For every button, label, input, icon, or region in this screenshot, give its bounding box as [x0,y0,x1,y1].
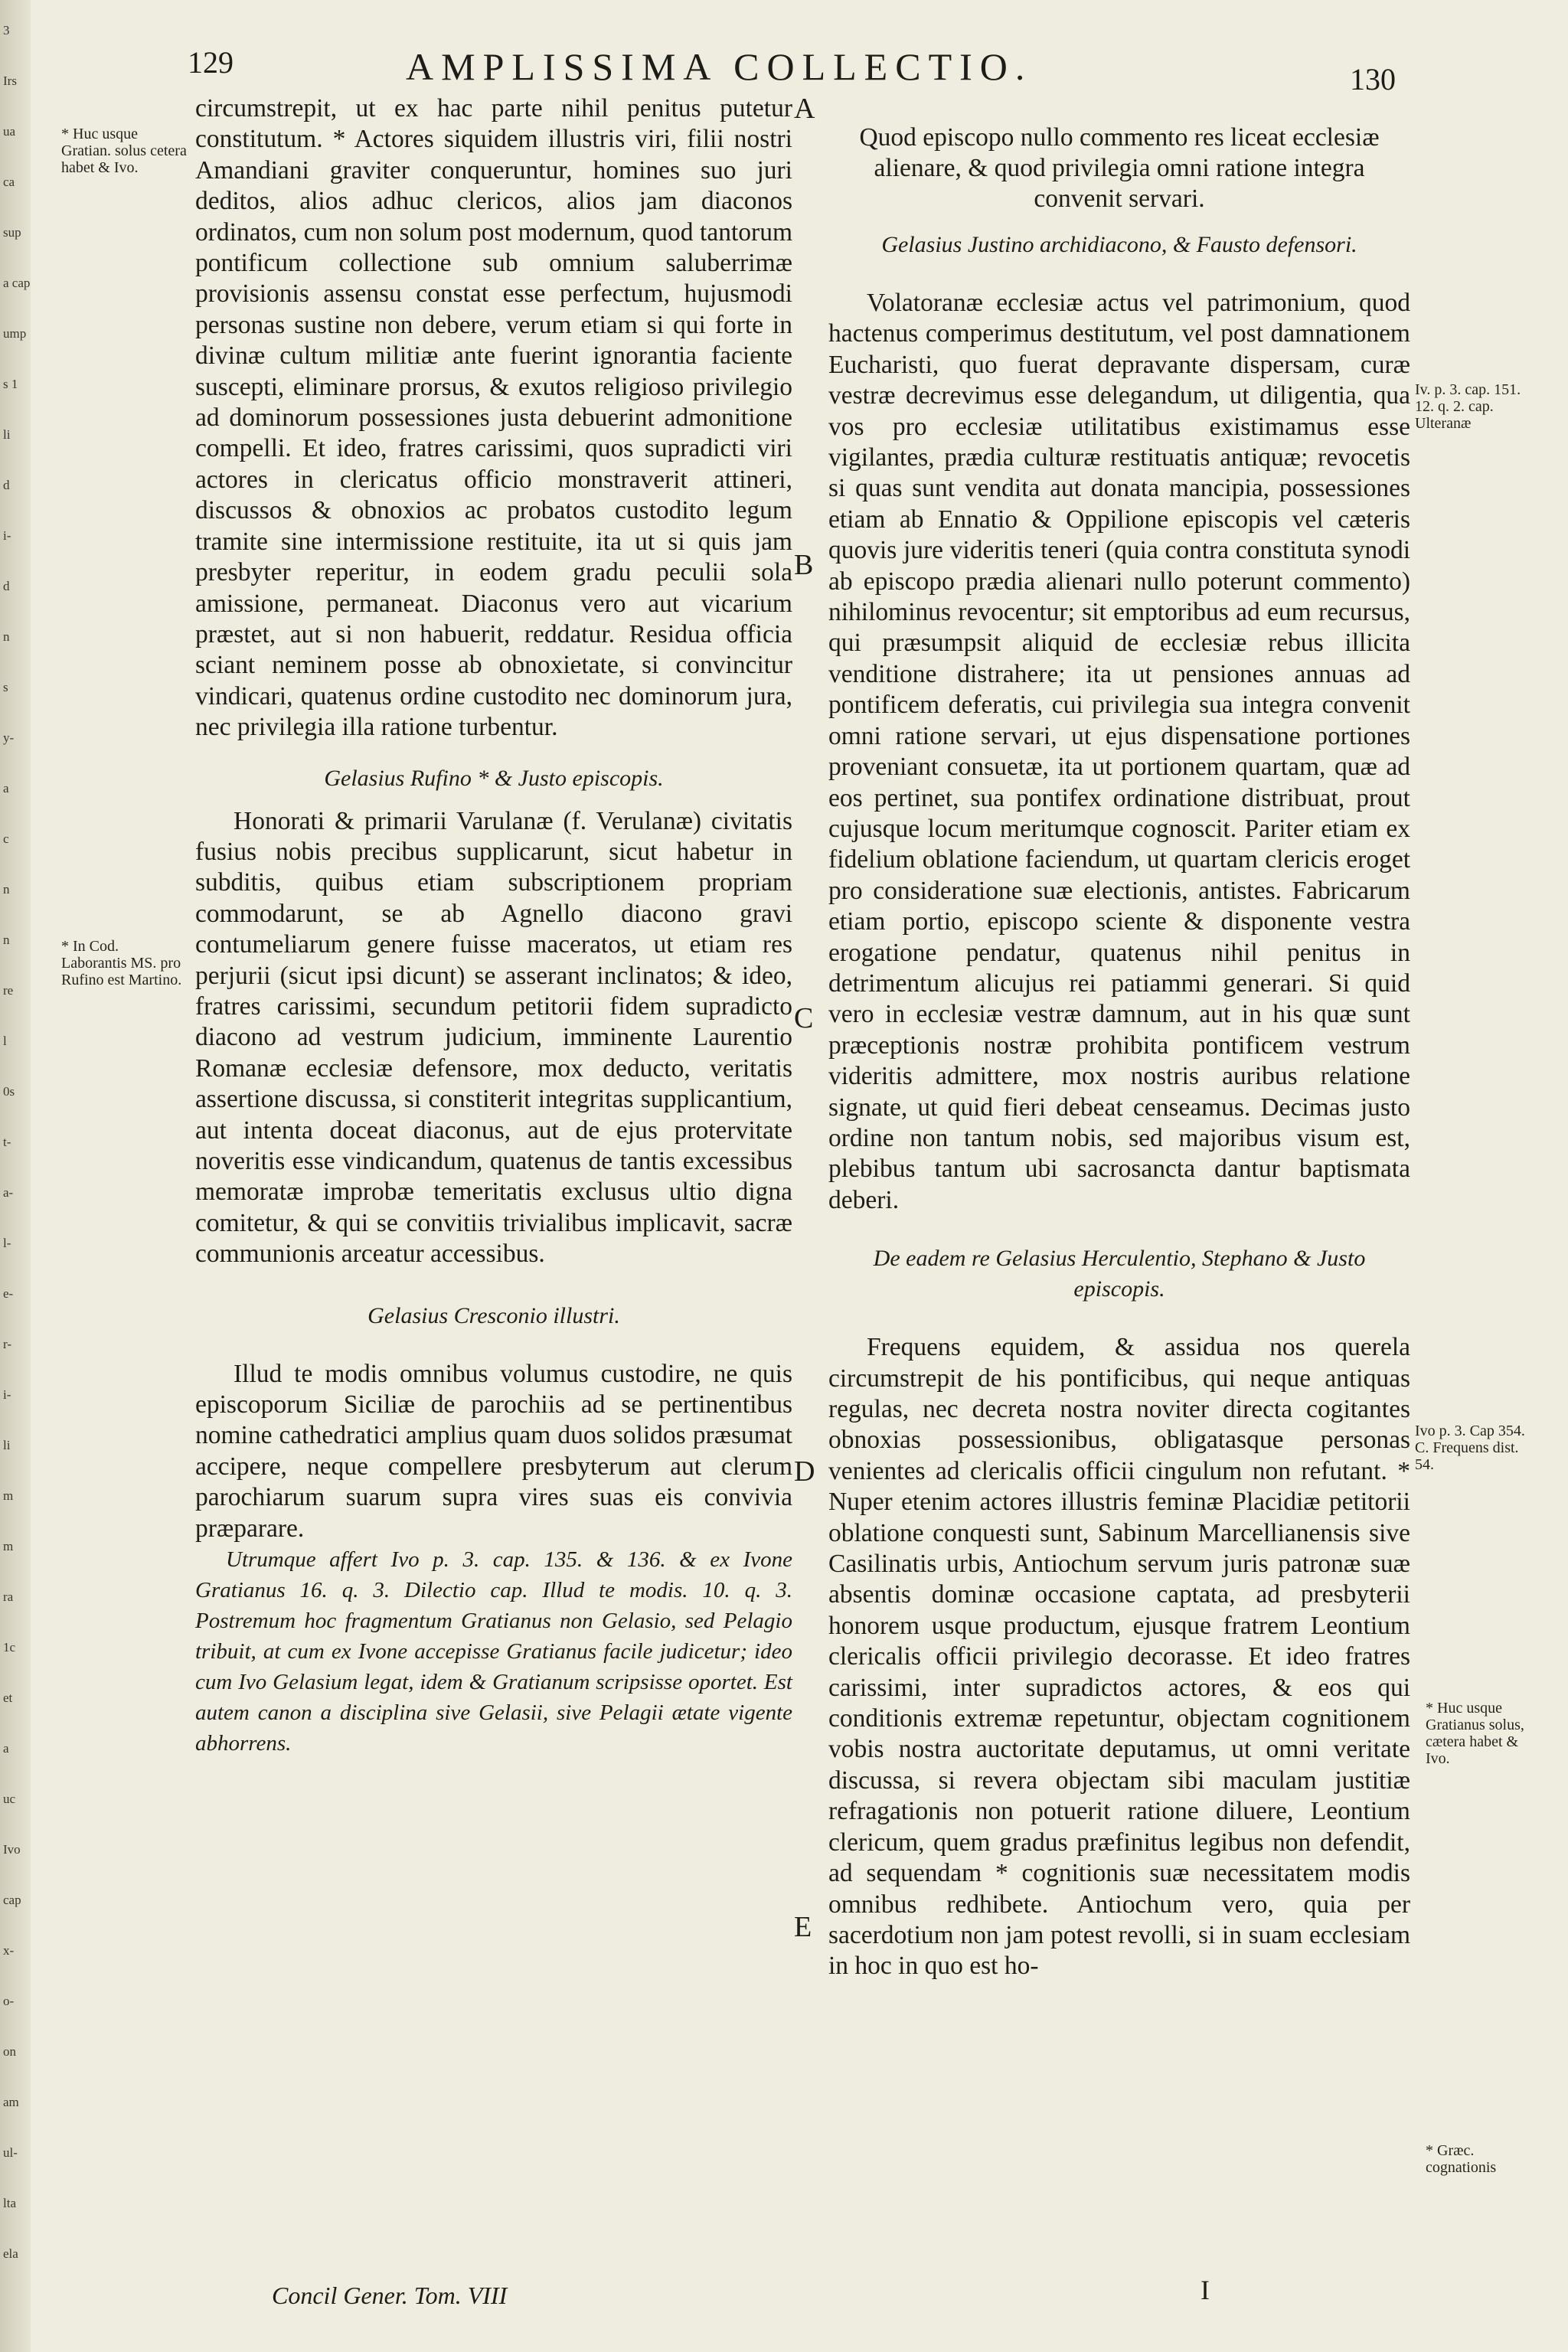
gutter-fragment: Irs [3,74,17,88]
gutter-fragment: a- [3,1185,14,1200]
gutter-fragment: n [3,933,10,947]
gutter-fragment: t- [3,1135,11,1149]
gutter-fragment: o- [3,1994,15,2008]
gutter-fragment: 1c [3,1640,16,1655]
section-letter-a: A [794,93,815,125]
gutter-fragment: i- [3,1387,11,1402]
footer-volume: Concil Gener. Tom. VIII [272,2282,508,2309]
gutter-fragment: x- [3,1943,15,1958]
gutter-fragment: n [3,629,10,644]
right-paragraph-1: Volatoranæ ecclesiæ actus vel patrimonium, quod hactenus comperimus destitutum, vel post damnationem Eucharisti, quo fuerat depravante dispersam, curæ vestræ decrevimus esse delegandum, ut diligentia, qua vos pro ecclesiæ utilitatibus existimamus esse vigilantes, prædia culturæ restituatis antiquæ; revocetis si quas sunt vendita aut donata mancipia, possessiones etiam ab Ennatio & Oppilione episcopis vel cæteris quovis jure videritis teneri (quia contra constituta synodi ab episcopo prædia alienari nullo poterunt commento) nihilominus revocentur; sit emptoribus ad eum recursus, qui præsumpsit aliquid de ecclesiæ rebus illicita venditione distrahere; ita ut pensiones annuas ad pontificem deferatis, cui privilegia sua integra convenit omni ratione servari, ut ejus dispensatione portiones proveniant consuetæ, ita ut portionem quartam, quæ ad eos pertinet, sua pontifex ordinatione distribuat, prout cujusque locum meritumque cognoscit. Pariter etiam ex fidelium oblatione faciendum, ut quartam clericis eroget pro consideratione suæ electionis, antistes. Fabricarum etiam portio, episcopo sciente & disponente vestra erogatione pendatur, quatenus nihil penitus in detrimentum alicujus rei patiammi generari. Si quid vero in ecclesiæ vestræ damnum, aut in his quæ sunt præceptionis nostræ prohibita pontificem vestrum videritis admittere, mox nostris auribus relatione signate, ut quid fieri debeat censeamus. Decimas justo ordine non tantum nobis, sed majoribus visum est, plebibus tantum ubi sacrosancta dantur baptismata deberi. [828,289,1410,1214]
section-letter-d: D [794,1455,815,1488]
gutter-fragment: 3 [3,23,10,38]
right-column [828,122,1410,1982]
margin-note-huc-usque-right: * Huc usque Gratianus solus, cætera habet & Ivo. [1426,1700,1524,1767]
gutter-fragment: ra [3,1589,14,1604]
gutter-fragment: 0s [3,1084,15,1099]
page-number-left: 129 [188,45,234,80]
gutter-fragment: s 1 [3,377,18,391]
left-column [195,93,792,1759]
right-paragraph-2: Frequens equidem, & assidua nos querela circumstrepit de his pontificibus, qui neque antiquas regulas, nec decreta nostra noviter directa cogitantes obnoxias possessionibus, obligatasque personas venientes ad clericalis officii cingulum non refutant. * Nuper etenim actores illustris feminæ Placidiæ petitorii oblatione conquesti sunt, Sabinum Marcellianensis sive Casilinatis urbis, Antiochum servum juris patronæ suæ absentis dominæ occasione captata, ad presbyterii honorem usque productum, ejusque fratrem Leontium clericalis officii privilegio decorasse. Et ideo fratres carissimi, inter supradictos actores, & eos qui conditionis extremæ repetuntur, objectam cognitionem vobis nostra auctoritate deputamus, ut omni veritate discussa, si revera objectam sibi maculam justitiæ refragationis non potuerit ratione diluere, Leontium clericum, quem gradus præfinitus legibus non defendit, ad sequendam * cognitionis suæ necessitatem modis omnibus redhibete. Antiochum vero, quia per sacerdotium non jam potest revolli, si in suam ecclesiam in hoc in quo est ho- [828,1333,1410,1981]
gutter-fragment: on [3,2044,16,2059]
gutter-fragment: d [3,579,10,593]
page-header [188,44,1413,96]
gutter-fragment: lta [3,2196,16,2210]
gutter-fragment: l- [3,1236,11,1250]
right-heading-justino: Gelasius Justino archidiacono, & Fausto defensori. [881,232,1357,257]
gutter-fragment: am [3,2095,19,2109]
gutter-fragment: l [3,1034,7,1048]
section-letter-c: C [794,1002,814,1034]
gutter-fragment: a [3,1741,9,1756]
gutter-fragment: c [3,831,9,846]
gutter-fragment: ela [3,2246,18,2261]
gutter-fragment: m [3,1539,14,1553]
gutter-fragment: y- [3,730,15,745]
right-heading-quod-episcopo: Quod episcopo nullo commento res liceat ecclesiæ alienare, & quod privilegia omni ratione integra convenit servari. [859,123,1380,213]
gutter-fragment: ul- [3,2145,18,2160]
left-heading-cresconio: Gelasius Cresconio illustri. [368,1302,620,1328]
left-paragraph-3: Illud te modis omnibus volumus custodire, ne quis episcoporum Siciliæ de parochiis ad se pertinentibus nomine cathedratici amplius quam duos solidos præsumat accipere, neque compellere presbyterum aut clerum parochiarum suarum supra vires suas eis convivia præparare. [195,1359,792,1543]
gutter-fragment: et [3,1690,13,1705]
running-head: AMPLISSIMA COLLECTIO. [406,45,1033,88]
gutter-fragment: m [3,1488,14,1503]
binding-gutter [0,0,31,2352]
gutter-fragment: a cap [3,276,31,290]
gutter-fragment: li [3,1438,11,1452]
section-letter-e: E [794,1911,812,1943]
margin-note-ivo-354: Ivo p. 3. Cap 354. C. Frequens dist. 54. [1415,1423,1525,1473]
gutter-fragment: d [3,478,10,492]
signature-mark: I [1200,2275,1210,2305]
margin-note-graec: * Græc. cognationis [1426,2142,1497,2176]
gutter-fragment: cap [3,1893,21,1907]
margin-note-codex: * In Cod. Laborantis MS. pro Rufino est Martino. [61,938,182,988]
left-heading-rufino: Gelasius Rufino * & Justo episcopis. [324,765,664,791]
gutter-fragment: n [3,882,10,897]
gutter-fragment: ca [3,175,15,189]
gutter-fragment: re [3,983,14,998]
gutter-fragment: ump [3,326,27,341]
editor-note: Utrumque affert Ivo p. 3. cap. 135. & 136. & ex Ivone Gratianus 16. q. 3. Dilectio cap. Illud te modis. 10. q. 3. Postremum hoc fragmentum Gratianus non Gelasio, sed Pelagio tribuit, at cum ex Ivone accepisse Gratianus facile judicetur; ideo cum Ivo Gelasium legat, idem & Gratianum scripsisse oportet. Est autem canon a disciplina sive Gelasii, sive Pelagii ætate vigente abhorrens. [195,1547,792,1756]
left-paragraph-2: Honorati & primarii Varulanæ (f. Verulanæ) civitatis fusius nobis precibus supplicarunt, sicut habetur in subditis, quibus etiam subscriptionem propriam commodarunt, se ab Agnello diacono gravi contumeliarum genere fuisse maceratos, ut etiam res perjurii (sicut ipsi dicunt) se asserant inclinatos; & ideo, fratres carissimi, secundum petitorii fidem supradicto diacono ad vestrum judicium, imminente Laurentio Romanæ ecclesiæ defensore, mox deducto, veritatis assertione discussa, si constiterit integritas supplicantium, aut intenta doceat diaconus, aut de ejus protervitate noveritis esse vindicandum, quatenus de tantis excessibus memoratæ improbæ temeritatis exclusus ultio digna comitetur, & qui se convitiis trivialibus implicavit, sacræ communionis arceatur accessibus. [195,806,792,1269]
gutter-fragment: Ivo [3,1842,21,1857]
section-letter-b: B [794,549,814,581]
margin-note-huc-usque-left: * Huc usque Gratian. solus cetera habet & Ivo. [61,126,187,176]
gutter-fragment: sup [3,225,21,240]
gutter-fragment: uc [3,1792,16,1806]
page-number-right: 130 [1350,62,1396,96]
gutter-fragment: s [3,680,8,694]
gutter-fragment: a [3,781,9,795]
right-heading-herculentio: De eadem re Gelasius Herculentio, Stephano & Justo episcopis. [873,1246,1366,1302]
gutter-fragment: r- [3,1337,11,1351]
margin-note-ivo-151: Iv. p. 3. cap. 151. 12. q. 2. cap. Ulteranæ [1415,381,1521,432]
gutter-fragment: e- [3,1286,14,1301]
gutter-fragment: ua [3,124,16,139]
left-paragraph-1: circumstrepit, ut ex hac parte nihil penitus putetur constitutum. * Actores siquidem illustris viri, filii nostri Amandiani graviter conqueruntur, homines suo juri deditos, alios adhuc clericos, alios jam diaconos ordinatos, cum non solum post modernum, quod tantorum pontificum collectione sub omnium saluberrimæ provisionis assensu constat esse perfectum, hujusmodi personas sustine non debere, verum etiam si qui forte in divinæ cultum militiæ ante fuerint ignorantia faciente suscepti, eliminare prorsus, & exutos religioso privilegio ad dominorum possessiones justa debuerint admonitione compelli. Et ideo, fratres carissimi, quos supradicti viri actores in clericatus officio monstraverit attineri, discussos & obnoxios ac probatos custodito legum tramite sine intermissione restituite, ita ut si quis jam presbyter reperitur, in eodem gradu peculii sola amissione, permaneat. Diaconus vero aut vicarium præstet, aut si non habuerit, reddatur. Residua officia sciant neminem posse ab obnoxietate, si convincitur vindicari, quatenus ordine custodito nec dominorum jura, nec privilegia illa ratione turbentur. [195,94,792,742]
gutter-fragment: i- [3,528,11,543]
gutter-fragment: li [3,427,11,442]
